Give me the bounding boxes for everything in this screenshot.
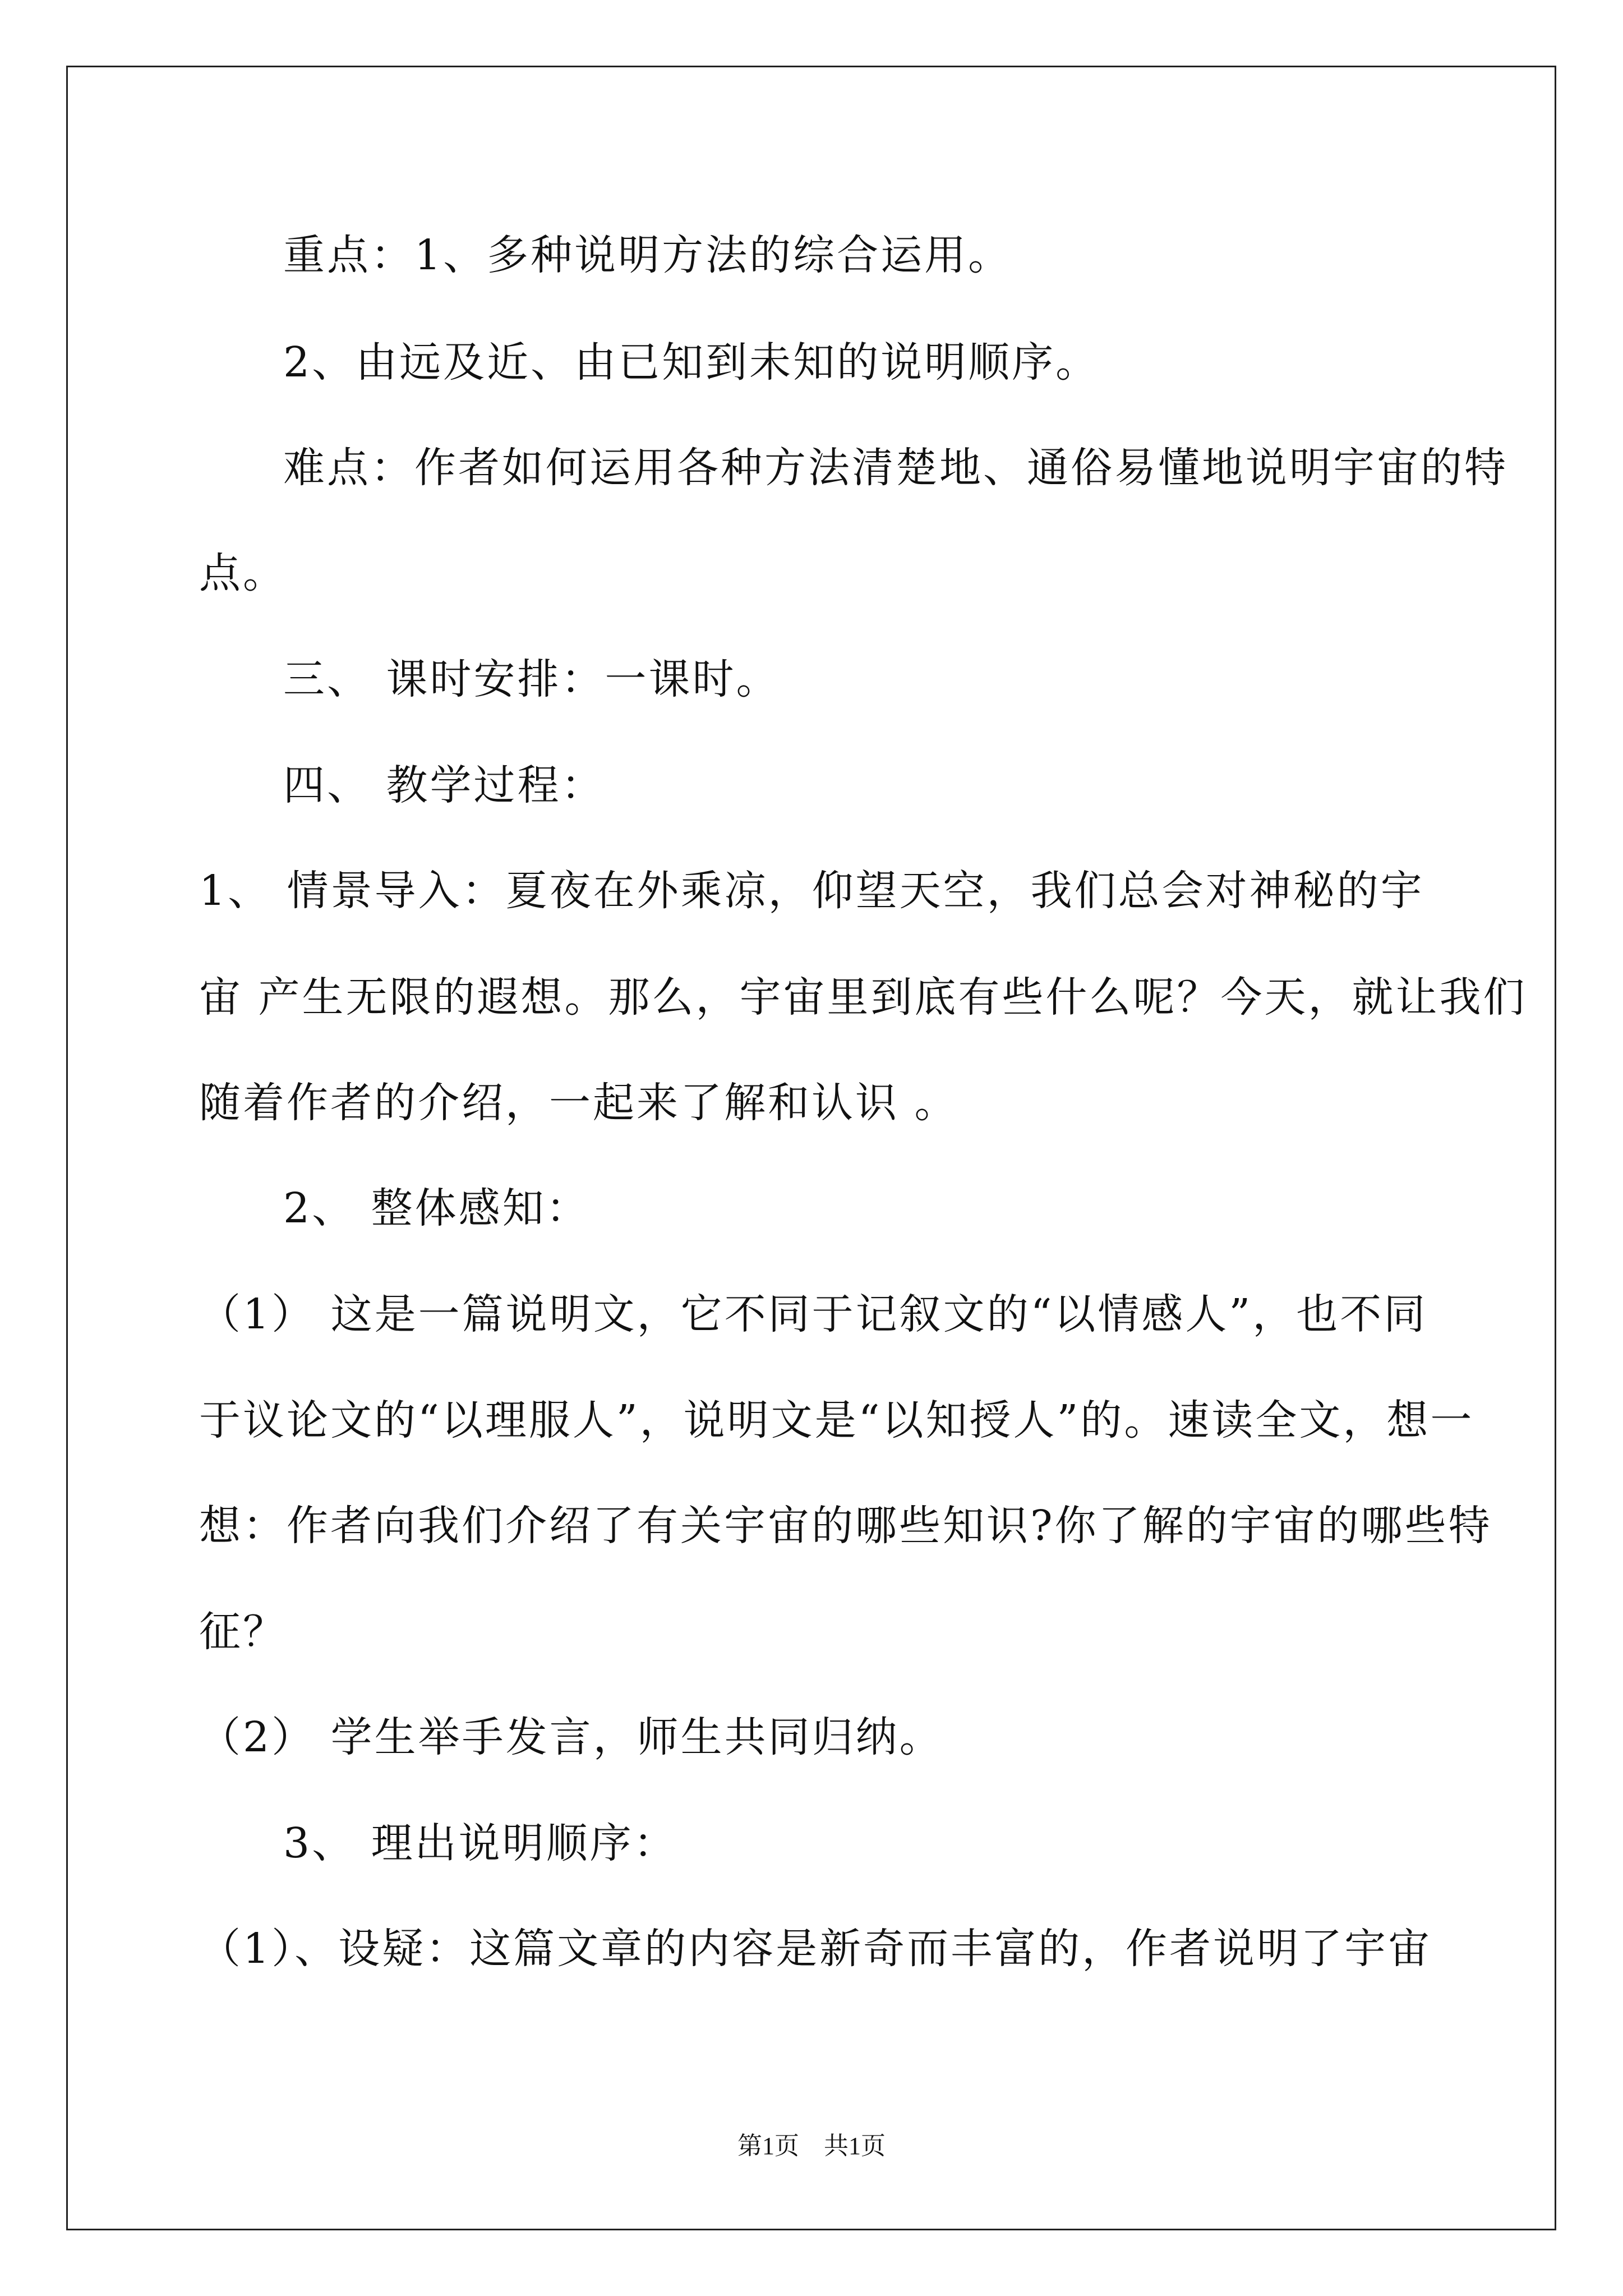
text-line: 2、 整体感知： xyxy=(283,1184,590,1232)
text-line: 2、由远及近、由已知到未知的说明顺序。 xyxy=(283,338,1100,386)
text-line: 宙 产生无限的遐想。那么，宇宙里到底有些什么呢？今天，就让我们 xyxy=(199,973,1527,1022)
text-line: 想：作者向我们介绍了有关宇宙的哪些知识?你了解的宇宙的哪些特 xyxy=(199,1502,1492,1550)
text-line: 于议论文的“以理服人”，说明文是“以知授人”的。速读全文，想一 xyxy=(199,1396,1474,1444)
text-line: 3、 理出说明顺序： xyxy=(283,1819,677,1867)
text-line: 1、 情景导入：夏夜在外乘凉，仰望天空，我们总会对神秘的宇 xyxy=(199,867,1424,915)
text-line: 重点：1、多种说明方法的综合运用。 xyxy=(283,231,1012,279)
text-line: 四、 教学过程： xyxy=(283,761,605,809)
text-line: 随着作者的介绍，一起来了解和认识 。 xyxy=(199,1079,958,1127)
text-line: 点。 xyxy=(199,549,287,597)
text-line: 难点：作者如何运用各种方法清楚地、通俗易懂地说明宇宙的特 xyxy=(283,444,1508,492)
text-line: 三、 课时安排：一课时。 xyxy=(283,655,780,703)
text-line: （1） 这是一篇说明文，它不同于记叙文的“以情感人”，也不同 xyxy=(199,1290,1428,1338)
text-line: （2） 学生举手发言，师生共同归纳。 xyxy=(199,1713,943,1761)
page-number: 第1页 共1页 xyxy=(737,2132,886,2160)
text-line: 征？ xyxy=(199,1608,287,1656)
text-line: （1）、设疑：这篇文章的内容是新奇而丰富的，作者说明了宇宙 xyxy=(199,1925,1432,1973)
